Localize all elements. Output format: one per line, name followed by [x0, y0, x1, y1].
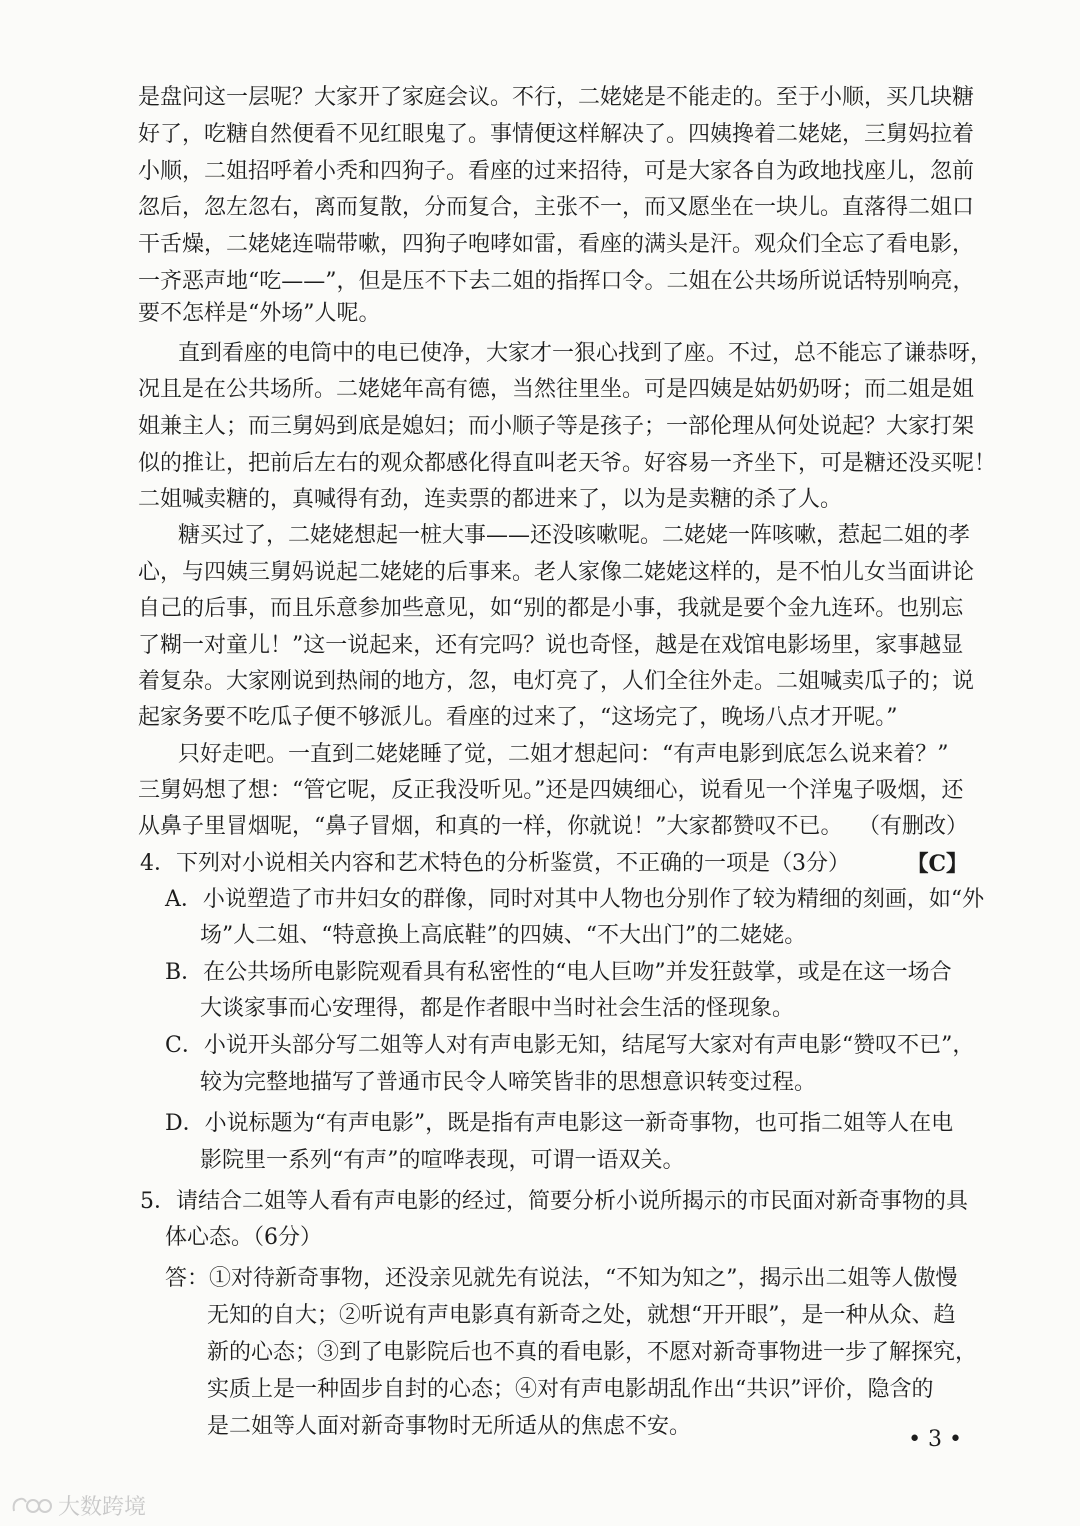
passage-line: 起家务要不吃瓜子便不够派儿。看座的过来了，“这场完了，晚场八点才开呢。”: [138, 705, 898, 730]
passage-line: 直到看座的电筒中的电已使净，大家才一狠心找到了座。不过，总不能忘了谦恭呀，: [178, 341, 993, 366]
passage-line: 忽后，忽左忽右，离而复散，分而复合，主张不一，而又愿坐在一块儿。直落得二姐口: [138, 195, 975, 220]
passage-line: 好了，吃糖自然便看不见红眼鬼了。事情便这样解决了。四姨搀着二姥姥，三舅妈拉着: [138, 122, 975, 147]
answer-tag: 【C】: [906, 851, 968, 877]
passage-line: 着复杂。大家刚说到热闹的地方，忽，电灯亮了，人们全往外走。二姐喊卖瓜子的；说: [138, 669, 975, 694]
passage-line: 二姐喊卖糖的，真喊得有劲，连卖票的都进来了，以为是卖糖的杀了人。: [138, 487, 843, 512]
passage-line: 要不怎样是“外场”人呢。: [138, 301, 381, 326]
passage-line: 了糊一对童儿！”这一说起来，还有完吗？说也奇怪，越是在戏馆电影场里，家事越显: [138, 633, 964, 658]
passage-line: 只好走吧。一直到二姥姥睡了觉，二姐才想起问：“有声电影到底怎么说来着？”: [178, 742, 949, 767]
watermark: [10, 1490, 146, 1520]
option-line: B．在公共场所电影院观看具有私密性的“电人巨吻”并发狂鼓掌，或是在这一场合: [165, 960, 952, 985]
option-line: 大谈家事而心安理得，都是作者眼中当时社会生活的怪现象。: [200, 996, 795, 1021]
question-stem: 4．下列对小说相关内容和艺术特色的分析鉴赏，不正确的一项是（3分）: [140, 851, 850, 876]
passage-line: 干舌燥，二姥姥连喘带嗽，四狗子咆哮如雷，看座的满头是汗。观众们全忘了看电影，: [138, 232, 975, 257]
question-stem: 5．请结合二姐等人看有声电影的经过，简要分析小说所揭示的市民面对新奇事物的具: [140, 1189, 968, 1214]
passage-line: 三舅妈想了想：“管它呢，反正我没听见。”还是四姨细心，说看见一个洋鬼子吸烟，还: [138, 778, 964, 803]
answer-line: 是二姐等人面对新奇事物时无所适从的焦虑不安。: [207, 1414, 692, 1439]
option-line: D．小说标题为“有声电影”，既是指有声电影这一新奇事物，也可指二姐等人在电: [165, 1111, 954, 1136]
passage-line: 自己的后事，而且乐意参加些意见，如“别的都是小事，我就是要个金九连环。也别忘: [138, 596, 964, 621]
passage-line: 似的推让，把前后左右的观众都感化得直叫老天爷。好容易一齐坐下，可是糖还没买呢！: [138, 451, 997, 476]
source-note: （有删改）: [857, 814, 968, 839]
option-line: 场”人二姐、“特意换上高底鞋”的四姨、“不大出门”的二姥姥。: [200, 923, 807, 948]
watermark-logo-icon: [10, 1493, 52, 1517]
passage-line: 小顺，二姐招呼着小秃和四狗子。看座的过来招待，可是大家各自为政地找座儿，忽前: [138, 159, 975, 184]
page-number: • 3 •: [908, 1427, 962, 1452]
passage-line: 糖买过了，二姥姥想起一桩大事——还没咳嗽呢。二姥姥一阵咳嗽，惹起二姐的孝: [178, 523, 971, 548]
answer-line: 新的心态；③到了电影院后也不真的看电影，不愿对新奇事物进一步了解探究，: [207, 1340, 978, 1365]
question-stem: 体心态。（6分）: [165, 1225, 322, 1250]
answer-line: 答：①对待新奇事物，还没亲见就先有说法，“不知为知之”，揭示出二姐等人傲慢: [165, 1266, 958, 1291]
watermark-text: 大数跨境: [58, 1494, 147, 1520]
answer-line: 无知的自大；②听说有声电影真有新奇之处，就想“开开眼”，是一种从众、趋: [207, 1303, 956, 1328]
option-line: 影院里一系列“有声”的喧哗表现，可谓一语双关。: [200, 1148, 685, 1173]
passage-line: 心，与四姨三舅妈说起二姥姥的后事来。老人家像二姥姥这样的，是不怕儿女当面讲论: [138, 560, 975, 585]
answer-line: 实质上是一种固步自封的心态；④对有声电影胡乱作出“共识”评价，隐含的: [207, 1377, 934, 1402]
option-line: C．小说开头部分写二姐等人对有声电影无知，结尾写大家对有声电影“赞叹不已”，: [165, 1033, 975, 1058]
passage-line: 从鼻子里冒烟呢，“鼻子冒烟，和真的一样，你就说！”大家都赞叹不已。: [138, 814, 843, 839]
option-line: 较为完整地描写了普通市民令人啼笑皆非的思想意识转变过程。: [200, 1070, 817, 1095]
passage-line: 一齐恶声地“吃——”，但是压不下去二姐的指挥口令。二姐在公共场所说话特别响亮，: [138, 269, 975, 294]
option-line: A．小说塑造了市井妇女的群像，同时对其中人物也分别作了较为精细的刻画，如“外: [165, 887, 985, 912]
passage-line: 姐兼主人；而三舅妈到底是媳妇；而小顺子等是孩子；一部伦理从何处说起？大家打架: [138, 414, 975, 439]
passage-line: 况且是在公共场所。二姥姥年高有德，当然往里坐。可是四姨是姑奶奶呀；而二姐是姐: [138, 377, 975, 402]
passage-line: 是盘问这一层呢？大家开了家庭会议。不行，二姥姥是不能走的。至于小顺，买几块糖: [138, 85, 975, 110]
